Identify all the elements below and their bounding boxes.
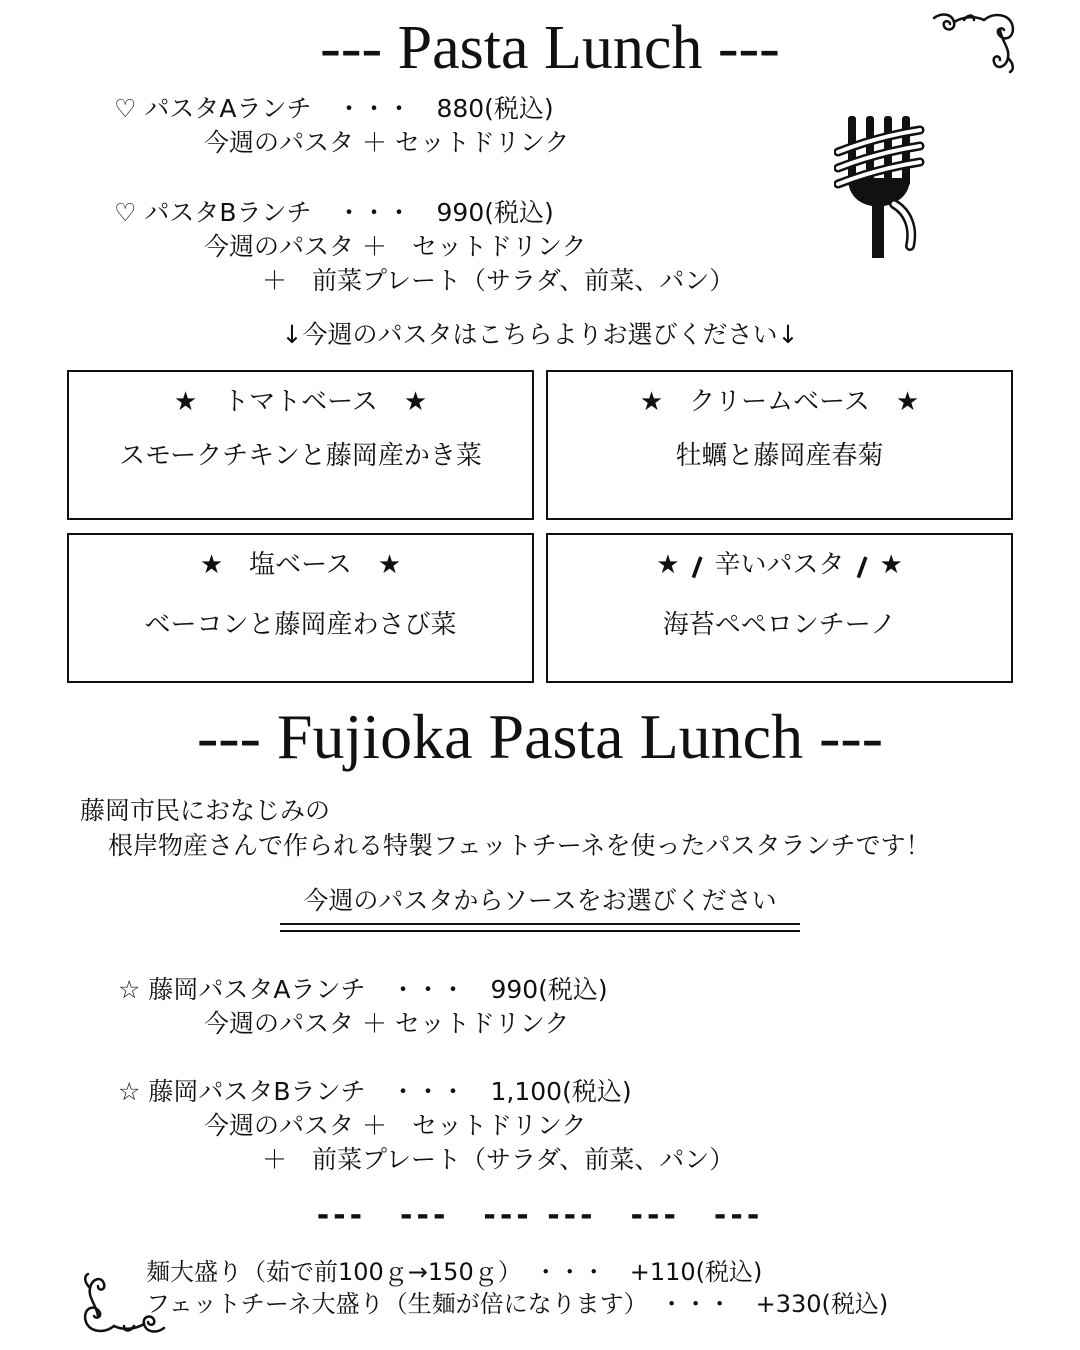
choose-pasta-note: ↓今週のパスタはこちらよりお選びください↓ [281, 320, 799, 349]
lunch-b-detail: 今週のパスタ ＋ セットドリンク [204, 232, 587, 261]
pasta-box-salt [67, 533, 534, 683]
double-underline-top [280, 923, 800, 925]
extra-fettuccine-large: フェットチーネ大盛り（生麺が倍になります） ・・・ +330(税込) [146, 1290, 889, 1318]
lunch-a-title: ♡ パスタAランチ ・・・ 880(税込) [114, 94, 554, 123]
pasta-box-header: ★ 塩ベース ★ [199, 550, 402, 580]
page-title: --- Pasta Lunch --- [320, 14, 780, 82]
pasta-box-dish: ベーコンと藤岡産わさび菜 [144, 610, 457, 640]
pasta-box-cream [546, 370, 1013, 520]
double-underline-bottom [280, 930, 800, 932]
pasta-box-header: ★ トマトベース ★ [173, 387, 428, 417]
pasta-box-tomato [67, 370, 534, 520]
pasta-box-dish: 牡蠣と藤岡産春菊 [675, 441, 884, 471]
intro-line-1: 藤岡市民におなじみの [80, 796, 331, 825]
pasta-box-spicy [546, 533, 1013, 683]
fujioka-title: --- Fujioka Pasta Lunch --- [196, 701, 884, 772]
lunch-b-title: ♡ パスタBランチ ・・・ 990(税込) [114, 198, 554, 227]
pasta-box-dish: スモークチキンと藤岡産かき菜 [119, 441, 482, 471]
pasta-box-header [548, 547, 1011, 585]
star-icon: ★ [879, 550, 903, 580]
pasta-box-header: ★ クリームベース ★ [639, 387, 920, 417]
fujioka-lunch-b-title: ☆ 藤岡パスタBランチ ・・・ 1,100(税込) [118, 1077, 632, 1106]
separator-dashes: --- --- --- --- --- --- [316, 1198, 764, 1233]
fujioka-lunch-a-detail: 今週のパスタ ＋ セットドリンク [204, 1009, 570, 1038]
lunch-b-detail-2: ＋ 前菜プレート（サラダ、前菜、パン） [262, 266, 735, 295]
fujioka-lunch-b-detail: 今週のパスタ ＋ セットドリンク [204, 1111, 587, 1140]
fujioka-lunch-b-detail-2: ＋ 前菜プレート（サラダ、前菜、パン） [262, 1145, 735, 1174]
star-icon: ★ [656, 550, 680, 580]
fork-pasta-icon [834, 112, 926, 260]
lunch-a-detail: 今週のパスタ ＋ セットドリンク [204, 128, 570, 157]
sauce-note: 今週のパスタからソースをお選びください [303, 886, 777, 915]
chili-pepper-icon: ❙ [849, 551, 876, 582]
chili-pepper-icon: ❙ [684, 551, 711, 582]
spicy-header-text: 辛いパスタ [714, 550, 845, 580]
pasta-box-dish: 海苔ペペロンチーノ [662, 610, 897, 640]
extra-noodle-large: 麺大盛り（茹で前100ｇ→150ｇ） ・・・ +110(税込) [146, 1258, 763, 1286]
fujioka-lunch-a-title: ☆ 藤岡パスタAランチ ・・・ 990(税込) [118, 975, 608, 1004]
intro-line-2: 根岸物産さんで作られる特製フェットチーネを使ったパスタランチです！ [108, 831, 931, 860]
